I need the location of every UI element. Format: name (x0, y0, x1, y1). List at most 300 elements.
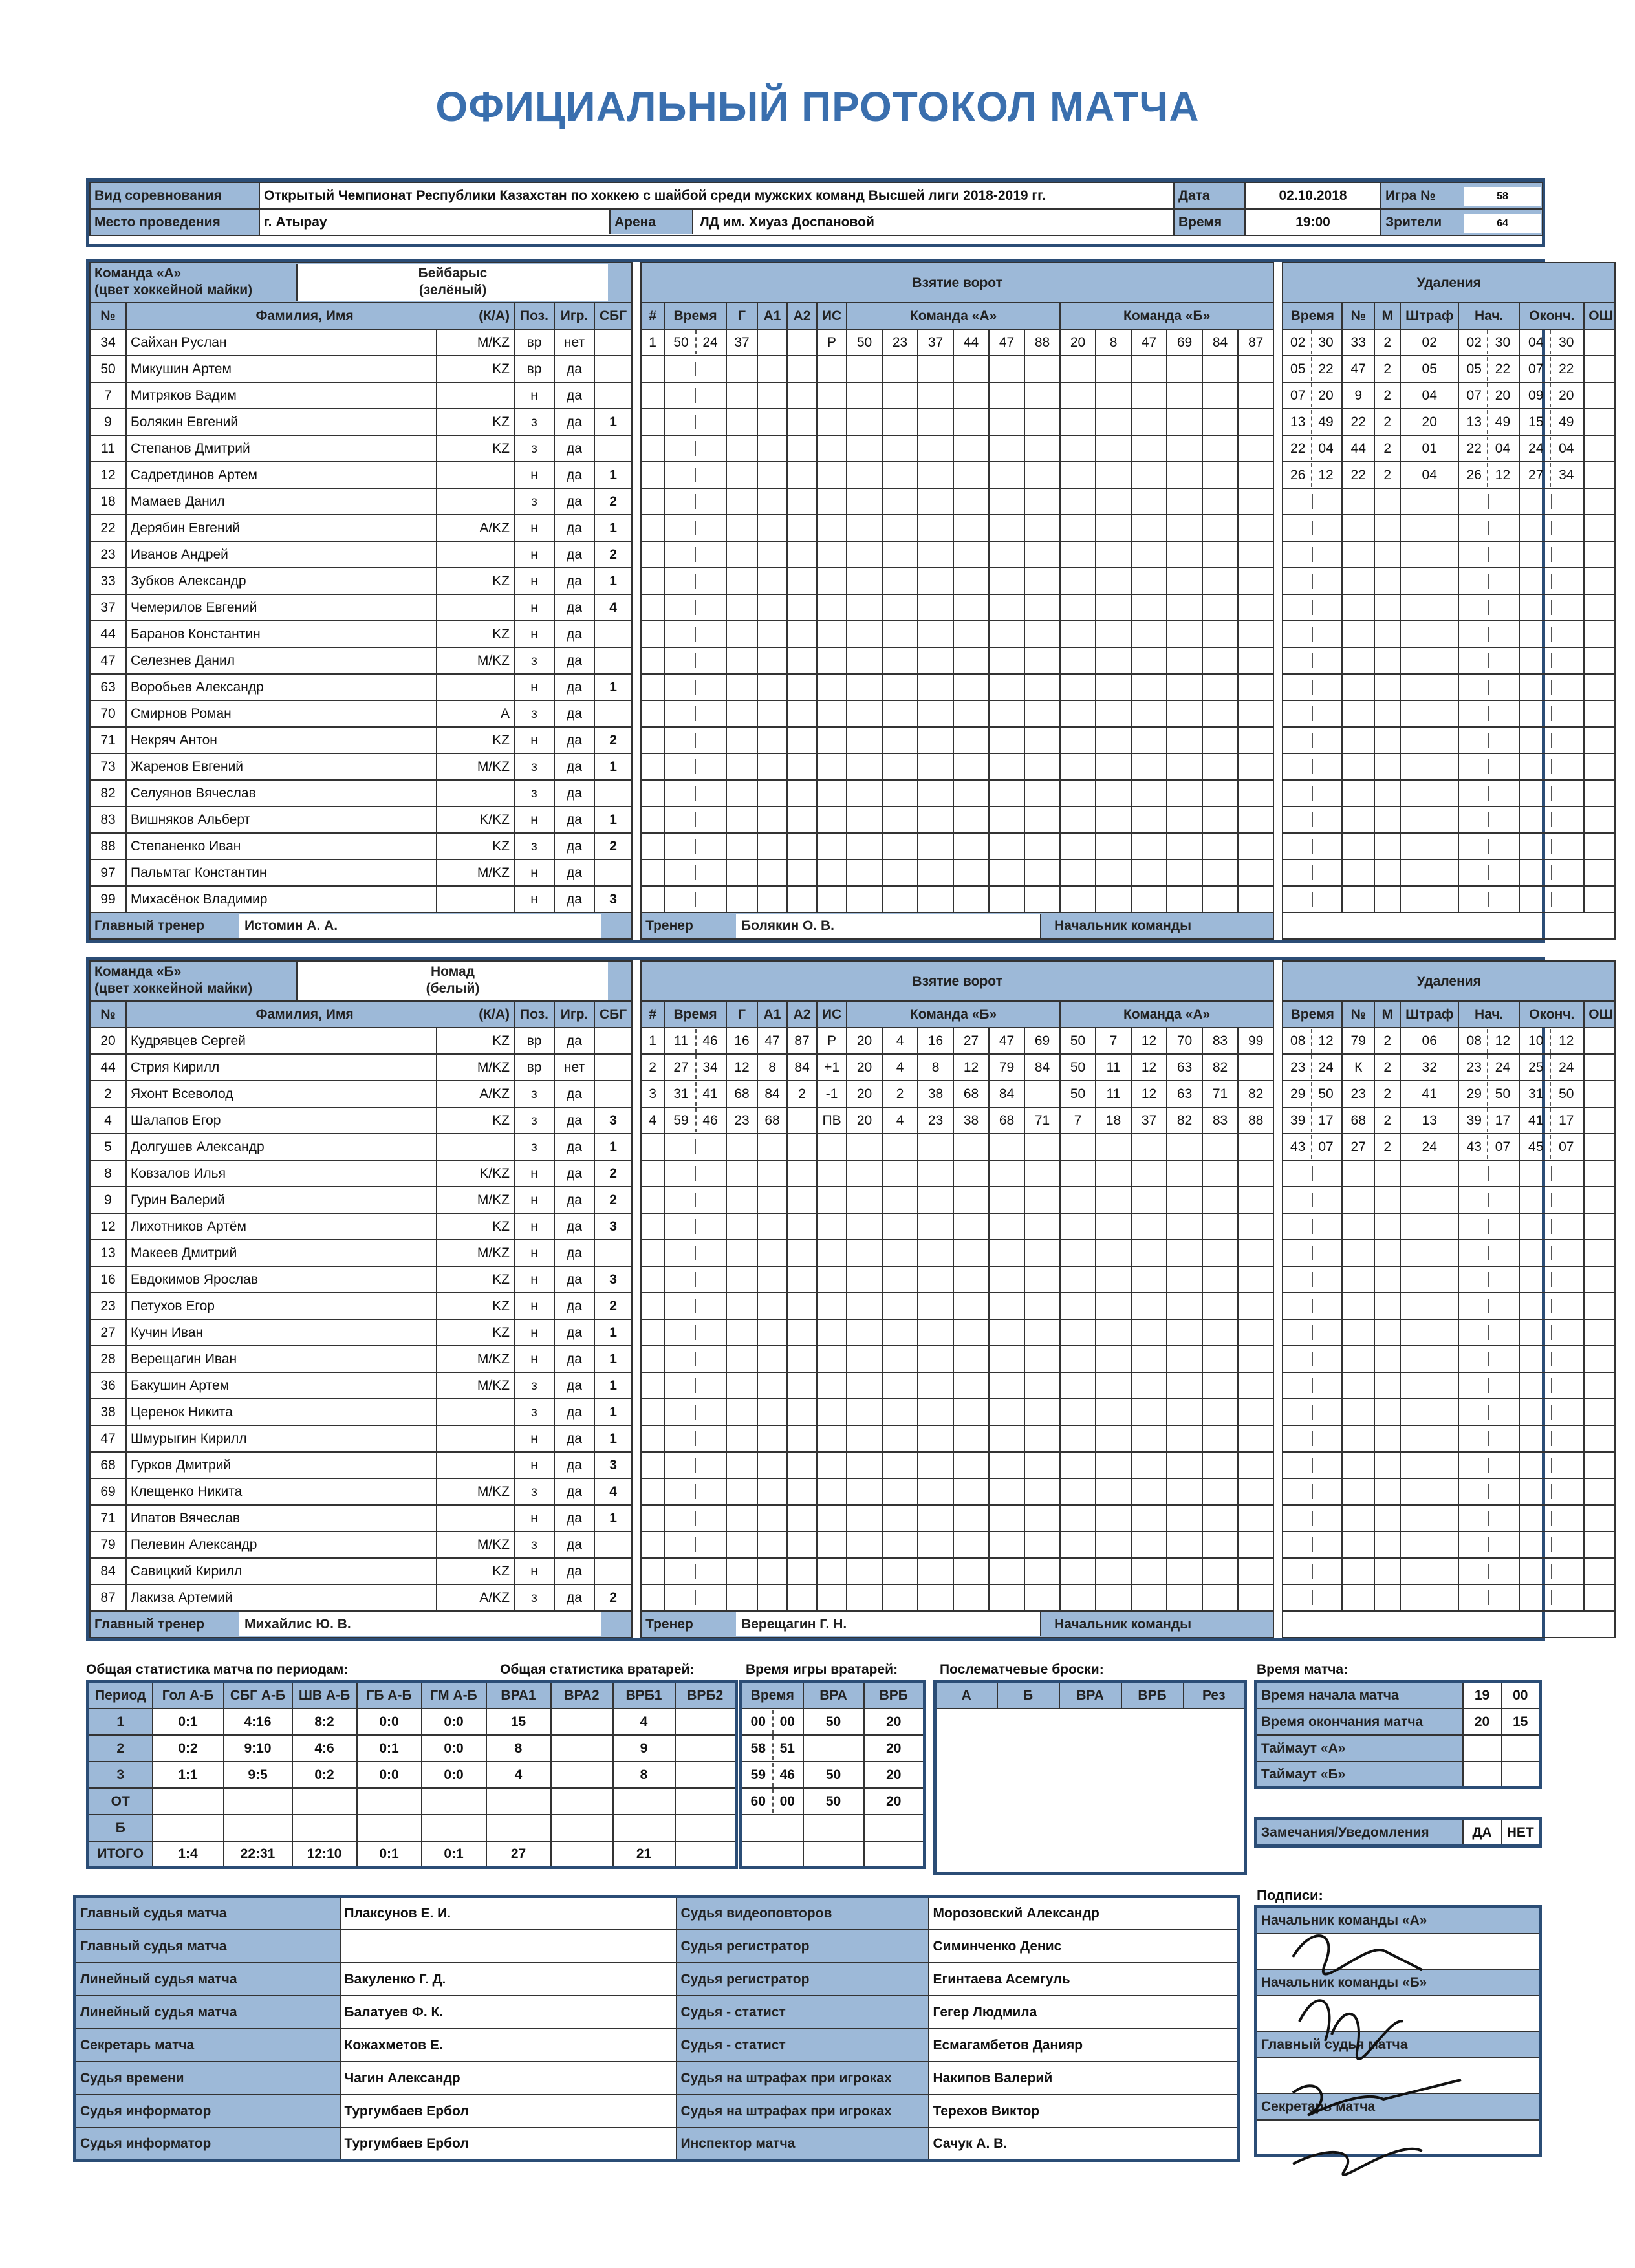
pen-minutes: 2 (1374, 1081, 1400, 1107)
table-row (741, 1788, 925, 1815)
period-value (422, 1788, 486, 1815)
player-name: Евдокимов Ярослав (126, 1266, 437, 1293)
empty-cell (1519, 806, 1584, 833)
player-name: Гурин Валерий (126, 1187, 437, 1213)
empty-cell (1131, 1584, 1167, 1611)
empty-cell (1167, 674, 1202, 700)
empty-cell (1024, 1134, 1060, 1160)
empty-cell (1519, 1558, 1584, 1584)
empty-cell (1024, 647, 1060, 674)
empty-cell (1024, 886, 1060, 913)
pen-end-min: 41 (1528, 1113, 1544, 1128)
goal-on-ice-first: 69 (1024, 1028, 1060, 1054)
empty-cell (1060, 753, 1096, 780)
table-row (1283, 1505, 1615, 1531)
empty-cell (641, 568, 664, 594)
empty-cell (1167, 1399, 1202, 1425)
player-sbg: 1 (594, 753, 632, 780)
period-value (153, 1815, 224, 1841)
empty-cell (787, 356, 817, 382)
empty-cell (1060, 1478, 1096, 1505)
col-pos: Поз. (514, 1001, 554, 1028)
empty-cell (1167, 1240, 1202, 1266)
empty-cell (882, 1531, 918, 1558)
empty-cell (1584, 700, 1615, 727)
empty-cell (1202, 1372, 1238, 1399)
empty-cell (1024, 1531, 1060, 1558)
player-number: 84 (90, 1558, 126, 1584)
empty-cell (1584, 1187, 1615, 1213)
penalties-footer (1283, 1611, 1615, 1637)
table-row (90, 1240, 632, 1266)
goalie-a: 50 (803, 1762, 864, 1788)
table-row (1283, 1054, 1615, 1081)
empty-cell (1096, 1584, 1131, 1611)
player-igr: да (554, 1584, 594, 1611)
pen-player: 22 (1342, 462, 1374, 488)
empty-cell (641, 488, 664, 515)
pen-time-min: 02 (1290, 335, 1306, 350)
pen-time-min: 29 (1290, 1086, 1306, 1101)
player-sbg: 3 (594, 886, 632, 913)
empty-cell (1131, 1531, 1167, 1558)
empty-cell (726, 700, 757, 727)
player-sbg: 3 (594, 1452, 632, 1478)
player-sbg: 1 (594, 515, 632, 541)
empty-cell (882, 753, 918, 780)
empty-cell (787, 1293, 817, 1319)
empty-cell (757, 1531, 787, 1558)
table-row (90, 1346, 632, 1372)
player-name: Баранов Константин (126, 621, 437, 647)
empty-cell (1519, 1346, 1584, 1372)
pen-end (1519, 356, 1584, 382)
goal-time-sec: 46 (695, 1108, 724, 1132)
table-row (88, 1735, 737, 1762)
player-number: 87 (90, 1584, 126, 1611)
empty-cell (726, 462, 757, 488)
goal-assist-1: 8 (757, 1054, 787, 1081)
empty-cell (918, 488, 953, 515)
empty-cell (1519, 1531, 1584, 1558)
table-row (1256, 1934, 1541, 1969)
empty-cell (1167, 382, 1202, 409)
empty-cell (1202, 1399, 1238, 1425)
goal-on-ice-first: 84 (989, 1081, 1024, 1107)
empty-cell (741, 1841, 803, 1868)
goal-col-a1: А1 (757, 303, 787, 329)
empty-cell (882, 409, 918, 435)
empty-cell (1096, 1319, 1131, 1346)
empty-cell (847, 462, 882, 488)
player-sbg: 4 (594, 594, 632, 621)
empty-cell (1584, 1240, 1615, 1266)
player-pos: н (514, 1558, 554, 1584)
empty-cell (817, 1319, 847, 1346)
empty-cell (757, 515, 787, 541)
period-value: 0:2 (153, 1735, 224, 1762)
pen-time-min: 23 (1290, 1060, 1306, 1075)
pen-end-min: 15 (1528, 415, 1544, 429)
empty-cell (1400, 806, 1458, 833)
player-igr: да (554, 1319, 594, 1346)
player-sbg: 1 (594, 1399, 632, 1425)
player-number: 83 (90, 806, 126, 833)
empty-cell (817, 541, 847, 568)
empty-cell (1131, 1293, 1167, 1319)
period-value (613, 1788, 675, 1815)
empty-cell (787, 488, 817, 515)
table-row (90, 541, 632, 568)
table-row (1283, 806, 1615, 833)
empty-cell (641, 727, 664, 753)
empty-cell (847, 780, 882, 806)
table-row (90, 382, 632, 409)
empty-cell (1400, 1531, 1458, 1558)
empty-cell (1283, 647, 1342, 674)
table-row (90, 515, 632, 541)
signature-space (1256, 2120, 1541, 2155)
empty-cell (1342, 1452, 1374, 1478)
empty-cell (787, 806, 817, 833)
player-name: Некряч Антон (126, 727, 437, 753)
official-role: Судья - статист (677, 2029, 929, 2062)
empty-cell (989, 541, 1024, 568)
period-stats-title: Общая статистика матча по периодам: (86, 1662, 349, 1677)
head-coach-label: Главный тренер (94, 1617, 205, 1632)
goal-time (664, 329, 726, 356)
col-igr: Игр. (554, 303, 594, 329)
goalie-a: 50 (803, 1709, 864, 1735)
empty-cell (1024, 753, 1060, 780)
period-value: 0:1 (422, 1841, 486, 1868)
player-number: 12 (90, 1213, 126, 1240)
empty-cell (1131, 1160, 1167, 1187)
player-number: 73 (90, 753, 126, 780)
empty-cell (918, 886, 953, 913)
empty-cell (1202, 780, 1238, 806)
empty-cell (1342, 1478, 1374, 1505)
player-sbg (594, 1558, 632, 1584)
pen-start-min: 07 (1466, 388, 1482, 403)
empty-cell (1374, 1505, 1400, 1531)
pen-start-sec: 12 (1487, 1029, 1517, 1053)
empty-cell (641, 409, 664, 435)
empty-cell (641, 859, 664, 886)
period-value (551, 1709, 613, 1735)
empty-cell (918, 1160, 953, 1187)
team-b-section (86, 957, 1613, 1641)
empty-cell (641, 356, 664, 382)
empty-cell (1458, 515, 1519, 541)
team-a-section (86, 259, 1613, 943)
col-sbg: СБГ (594, 1001, 632, 1028)
pen-start-min: 22 (1466, 441, 1482, 456)
empty-cell (757, 1187, 787, 1213)
pen-time (1283, 356, 1342, 382)
empty-cell (817, 1478, 847, 1505)
empty-cell (817, 594, 847, 621)
empty-cell (882, 488, 918, 515)
official-name: Есмагамбетов Данияр (929, 2029, 1239, 2062)
empty-cell (664, 700, 726, 727)
empty-cell (1463, 1762, 1502, 1788)
empty-cell (1024, 541, 1060, 568)
place-row (259, 209, 1174, 235)
empty-cell (641, 1425, 664, 1452)
empty-cell (641, 515, 664, 541)
empty-cell (1131, 1372, 1167, 1399)
goal-time-sec: 34 (695, 1055, 724, 1079)
pen-time-sec: 22 (1311, 357, 1340, 381)
empty-cell (847, 753, 882, 780)
table-row (641, 356, 1273, 382)
table-row (1256, 1735, 1541, 1762)
empty-cell (1374, 727, 1400, 753)
empty-cell (1167, 1425, 1202, 1452)
empty-cell (953, 886, 989, 913)
player-ka: K/KZ (437, 806, 514, 833)
empty-cell (641, 1346, 664, 1372)
empty-cell (1131, 435, 1167, 462)
empty-cell (1060, 1505, 1096, 1531)
table-row (90, 780, 632, 806)
table-row (641, 1134, 1273, 1160)
empty-cell (641, 647, 664, 674)
empty-cell (1584, 515, 1615, 541)
table-row (75, 2062, 1239, 2095)
empty-cell (918, 780, 953, 806)
period-label: 1 (88, 1709, 153, 1735)
goalie-time-min: 58 (750, 1740, 766, 1756)
period-value: 1:1 (153, 1762, 224, 1788)
empty-cell (1060, 1531, 1096, 1558)
empty-cell (1096, 1346, 1131, 1372)
empty-cell (726, 488, 757, 515)
empty-cell (664, 1266, 726, 1293)
table-row (90, 303, 632, 329)
goal-time-sec: 24 (695, 330, 724, 354)
player-sbg (594, 356, 632, 382)
period-value: 0:0 (422, 1762, 486, 1788)
empty-cell (1458, 1372, 1519, 1399)
empty-cell (953, 462, 989, 488)
player-pos: з (514, 1478, 554, 1505)
empty-cell (847, 1213, 882, 1240)
player-pos: з (514, 1399, 554, 1425)
empty-cell (1584, 647, 1615, 674)
player-sbg: 4 (594, 1478, 632, 1505)
player-ka: KZ (437, 1213, 514, 1240)
period-value: 0:0 (357, 1709, 422, 1735)
table-row (641, 1319, 1273, 1346)
table-row (88, 1709, 737, 1735)
empty-cell (664, 382, 726, 409)
empty-cell (918, 621, 953, 647)
player-sbg (594, 780, 632, 806)
empty-cell (1374, 1213, 1400, 1240)
player-sbg (594, 1081, 632, 1107)
empty-cell (882, 1478, 918, 1505)
official-role: Судья регистратор (677, 1930, 929, 1963)
team-color: (зелёный) (418, 283, 487, 297)
empty-cell (817, 700, 847, 727)
goal-time-min: 31 (673, 1086, 689, 1101)
empty-cell (882, 1213, 918, 1240)
empty-cell (641, 1266, 664, 1293)
empty-cell (847, 833, 882, 859)
game-value: 58 (1464, 187, 1541, 206)
goal-col-is: ИС (817, 303, 847, 329)
goal-on-ice-first: 4 (882, 1107, 918, 1134)
pen-start-min: 13 (1466, 415, 1482, 429)
empty-cell (1096, 1531, 1131, 1558)
empty-cell (1167, 435, 1202, 462)
coach-name: Верещагин Г. Н. (736, 1612, 1040, 1636)
empty-cell (1342, 1399, 1374, 1425)
pen-start-sec: 20 (1487, 383, 1517, 407)
empty-cell (1060, 1240, 1096, 1266)
roster-table (89, 262, 633, 940)
empty-cell (1096, 1452, 1131, 1478)
player-pos: н (514, 859, 554, 886)
empty-cell (641, 1584, 664, 1611)
player-sbg (594, 859, 632, 886)
table-row (1283, 409, 1615, 435)
player-igr: да (554, 1213, 594, 1240)
pen-osh (1584, 1107, 1615, 1134)
empty-cell (882, 1425, 918, 1452)
empty-cell (1584, 568, 1615, 594)
empty-cell (1167, 568, 1202, 594)
empty-cell (1167, 1478, 1202, 1505)
empty-cell (1342, 1531, 1374, 1558)
empty-cell (1060, 594, 1096, 621)
player-pos: вр (514, 329, 554, 356)
pen-end-sec: 22 (1550, 357, 1581, 381)
empty-cell (1519, 1372, 1584, 1399)
empty-cell (1374, 621, 1400, 647)
empty-cell (989, 674, 1024, 700)
table-row (90, 647, 632, 674)
empty-cell (1202, 674, 1238, 700)
goal-scorer: 12 (726, 1054, 757, 1081)
period-value (675, 1762, 737, 1788)
table-row (90, 1107, 632, 1134)
remarks-no: НЕТ (1502, 1819, 1541, 1846)
official-role: Судья на штрафах при игроках (677, 2062, 929, 2095)
player-ka (437, 1505, 514, 1531)
empty-cell (1519, 1213, 1584, 1240)
player-igr: да (554, 700, 594, 727)
empty-cell (953, 1558, 989, 1584)
player-sbg: 1 (594, 1346, 632, 1372)
match-start-minute: 00 (1502, 1682, 1541, 1709)
pen-osh (1584, 329, 1615, 356)
empty-cell (1096, 1558, 1131, 1584)
empty-cell (817, 647, 847, 674)
empty-cell (1167, 859, 1202, 886)
pen-osh (1584, 1054, 1615, 1081)
pen-player: 68 (1342, 1107, 1374, 1134)
pen-end-sec: 34 (1550, 463, 1581, 487)
player-sbg: 1 (594, 1319, 632, 1346)
empty-cell (1167, 1452, 1202, 1478)
empty-cell (664, 1505, 726, 1531)
empty-cell (989, 1266, 1024, 1293)
table-row (75, 2029, 1239, 2062)
player-number: 12 (90, 462, 126, 488)
empty-cell (989, 833, 1024, 859)
goal-on-ice-second: 11 (1096, 1081, 1131, 1107)
empty-cell (757, 1240, 787, 1266)
period-value (486, 1788, 551, 1815)
pen-end (1519, 1081, 1584, 1107)
goal-col-hash: # (641, 303, 664, 329)
goal-col-team-first: Команда «А» (847, 303, 1060, 329)
player-number: 88 (90, 833, 126, 859)
period-value (675, 1815, 737, 1841)
empty-cell (1584, 727, 1615, 753)
table-row (75, 1996, 1239, 2029)
empty-cell (1024, 1478, 1060, 1505)
empty-cell (641, 1478, 664, 1505)
pen-start-min: 05 (1466, 362, 1482, 376)
pen-start (1458, 1134, 1519, 1160)
empty-cell (817, 382, 847, 409)
empty-cell (882, 1505, 918, 1531)
pen-minutes: 2 (1374, 1054, 1400, 1081)
period-col: Гол А-Б (153, 1682, 224, 1709)
empty-cell (1167, 833, 1202, 859)
empty-cell (1519, 1505, 1584, 1531)
pen-player: 23 (1342, 1081, 1374, 1107)
empty-cell (1024, 515, 1060, 541)
empty-cell (1342, 1372, 1374, 1399)
empty-cell (787, 541, 817, 568)
goal-on-ice-first (1024, 1081, 1060, 1107)
period-value (551, 1788, 613, 1815)
goal-assist-2: 84 (787, 1054, 817, 1081)
goal-col-g: Г (726, 303, 757, 329)
player-igr: да (554, 1505, 594, 1531)
empty-cell (817, 1452, 847, 1478)
empty-cell (817, 356, 847, 382)
empty-cell (1400, 1452, 1458, 1478)
pen-start-sec: 07 (1487, 1135, 1517, 1159)
table-row (90, 1425, 632, 1452)
goalie-time-sec: 46 (772, 1763, 801, 1787)
shootout-col: ВРБ (1121, 1682, 1184, 1709)
col-num: № (90, 303, 126, 329)
table-row (90, 435, 632, 462)
table-row (90, 1054, 632, 1081)
table-row (641, 674, 1273, 700)
pen-player: 9 (1342, 382, 1374, 409)
empty-cell (1131, 833, 1167, 859)
empty-cell (1096, 700, 1131, 727)
coach-label: Тренер (645, 1617, 693, 1632)
table-row (641, 1028, 1273, 1054)
empty-cell (757, 1319, 787, 1346)
empty-cell (817, 515, 847, 541)
player-igr: да (554, 515, 594, 541)
empty-cell (1238, 621, 1273, 647)
table-row (75, 2128, 1239, 2161)
empty-cell (664, 1425, 726, 1452)
empty-cell (847, 859, 882, 886)
empty-cell (1167, 1584, 1202, 1611)
